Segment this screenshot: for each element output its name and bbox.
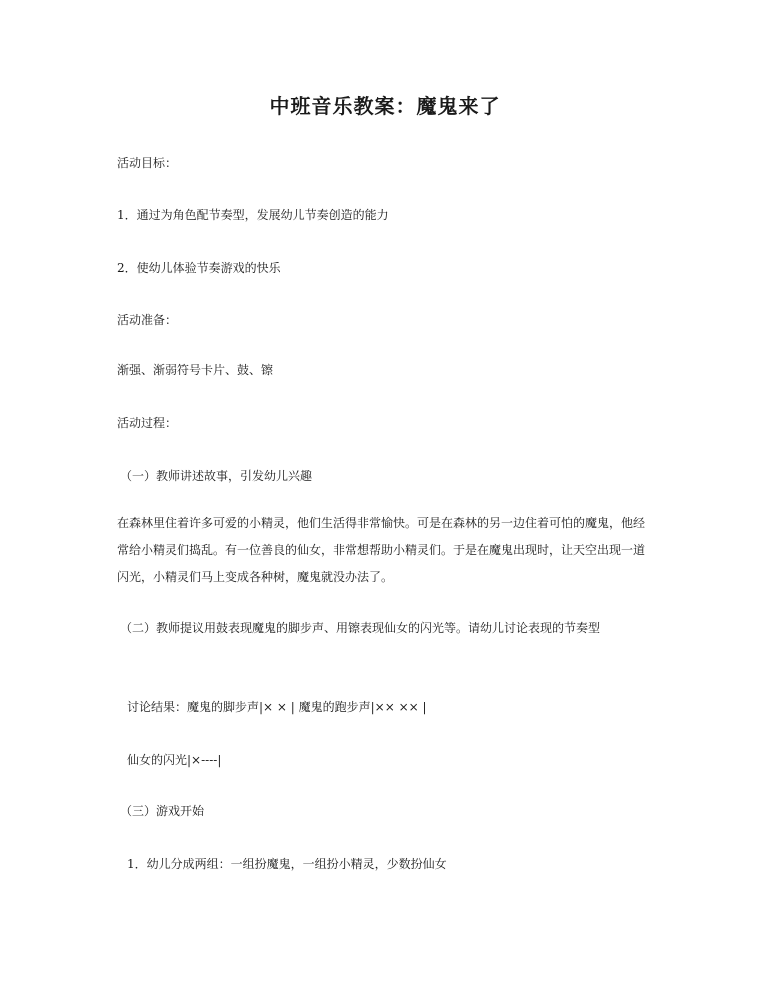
page-title: 中班音乐教案：魔鬼来了 xyxy=(269,94,501,118)
step-2-heading: （二）教师提议用鼓表现魔鬼的脚步声、用镲表现仙女的闪光等。请幼儿讨论表现的节奏型 xyxy=(120,621,601,635)
process-heading: 活动过程： xyxy=(117,416,178,430)
prep-items: 渐强、渐弱符号卡片、鼓、镲 xyxy=(117,363,274,377)
step-1-heading: （一）教师讲述故事，引发幼儿兴趣 xyxy=(120,469,313,483)
discussion-result-2: 仙女的闪光|×----| xyxy=(127,753,222,767)
goals-heading: 活动目标： xyxy=(117,156,178,170)
step-3-heading: （三）游戏开始 xyxy=(120,804,205,818)
game-item-1: 1．幼儿分成两组：一组扮魔鬼，一组扮小精灵，少数扮仙女 xyxy=(127,857,447,871)
story-paragraph: 在森林里住着许多可爱的小精灵，他们生活得非常愉快。可是在森林的另一边住着可怕的魔鬼，他经常给小精灵们捣乱。有一位善良的仙女，非常想帮助小精灵们。于是在魔鬼出现时，让天空出现一道闪光，小精灵们马上变成各种树，魔鬼就没办法了。 xyxy=(117,516,646,584)
goal-item-2: 2．使幼儿体验节奏游戏的快乐 xyxy=(117,261,281,275)
prep-heading: 活动准备： xyxy=(117,313,178,327)
discussion-result-1: 讨论结果：魔鬼的脚步声|× × | 魔鬼的跑步声|×× ×× | xyxy=(127,700,427,714)
goal-item-1: 1．通过为角色配节奏型，发展幼儿节奏创造的能力 xyxy=(117,208,389,222)
